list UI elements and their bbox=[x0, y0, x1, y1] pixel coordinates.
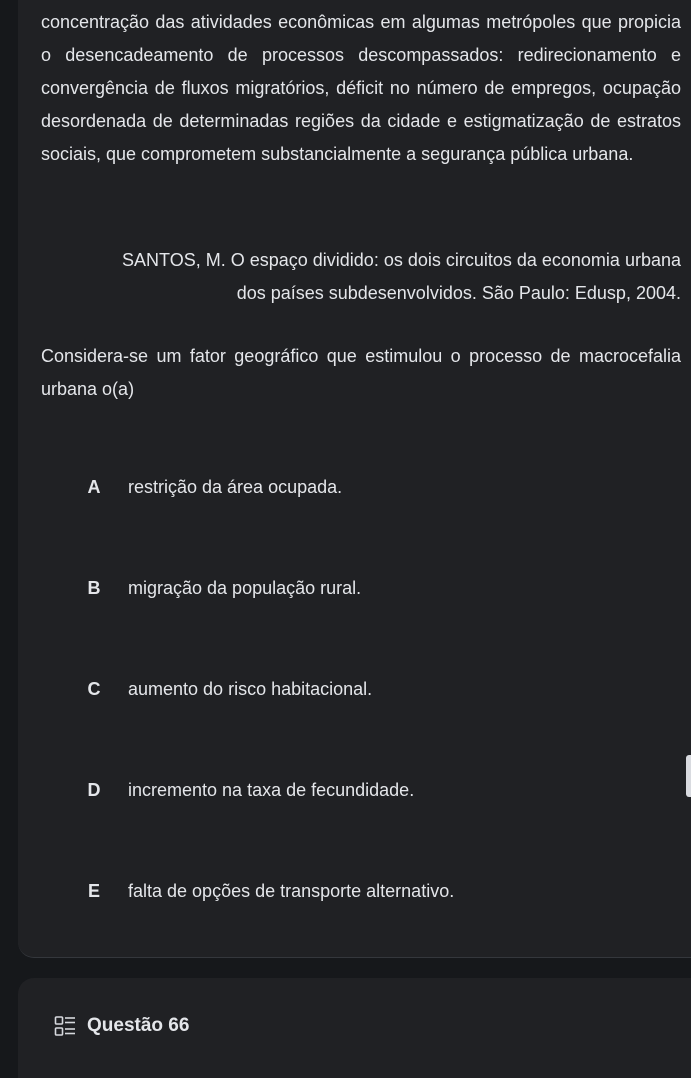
option-text: migração da população rural. bbox=[128, 577, 362, 598]
option-text: falta de opções de transporte alternativo. bbox=[128, 880, 455, 901]
option-letter: E bbox=[87, 880, 100, 901]
option-e[interactable] bbox=[60, 871, 660, 911]
next-question-label: Questão 66 bbox=[87, 1015, 190, 1036]
option-letter: A bbox=[87, 476, 101, 497]
option-a[interactable] bbox=[60, 467, 660, 507]
option-letter: D bbox=[87, 779, 101, 800]
citation bbox=[41, 244, 681, 310]
question-prompt: Considera-se um fator geográfico que estimulou o processo de macrocefalia urbana o(a) bbox=[41, 346, 681, 399]
option-c[interactable] bbox=[60, 669, 660, 709]
citation-line-1: SANTOS, M. O espaço dividido: os dois circuitos da economia urbana bbox=[122, 250, 681, 270]
option-d[interactable] bbox=[60, 770, 660, 810]
option-b[interactable] bbox=[60, 568, 660, 608]
option-text: incremento na taxa de fecundidade. bbox=[128, 779, 415, 800]
side-panel-handle[interactable] bbox=[686, 755, 691, 797]
option-letter: C bbox=[87, 678, 101, 699]
option-text: restrição da área ocupada. bbox=[128, 476, 343, 497]
citation-line-2: dos países subdesenvolvidos. São Paulo: Edusp, 2004. bbox=[236, 283, 681, 303]
option-letter: B bbox=[87, 577, 101, 598]
question-list-icon bbox=[54, 1015, 76, 1037]
passage-text: concentração das atividades econômicas em algumas metrópoles que propicia o desencadeamento de processos descompassados: redirecionamento e convergência de fluxos migratórios, déficit no número de empregos, ocupação desordenada de determinadas regiões da cidade e estigmatização de estratos sociais, que comprometem substancialmente a segurança pública urbana. bbox=[41, 12, 681, 164]
option-text: aumento do risco habitacional. bbox=[128, 678, 373, 699]
